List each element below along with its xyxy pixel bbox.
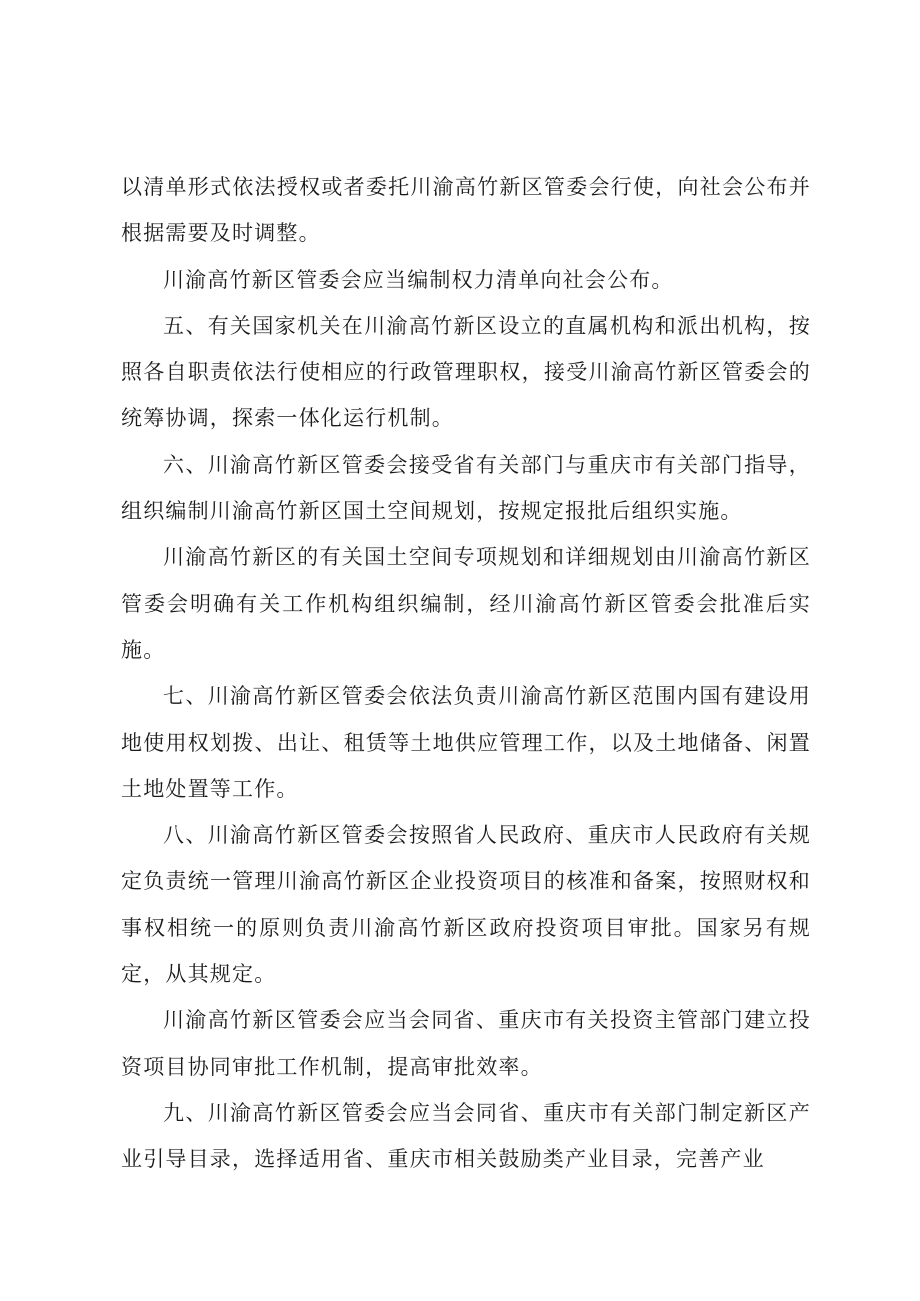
paragraph-6: 七、川渝高竹新区管委会依法负责川渝高竹新区范围内国有建设用地使用权划拨、出让、租赁等土地供应管理工作，以及土地储备、闲置土地处置等工作。 <box>121 684 811 801</box>
paragraph-8: 川渝高竹新区管委会应当会同省、重庆市有关投资主管部门建立投资项目协同审批工作机制，提高审批效率。 <box>121 1008 811 1079</box>
paragraph-1: 以清单形式依法授权或者委托川渝高竹新区管委会行使，向社会公布并根据需要及时调整。 <box>121 175 811 246</box>
document-body <box>121 164 811 1183</box>
paragraph-3: 五、有关国家机关在川渝高竹新区设立的直属机构和派出机构，按照各自职责依法行使相应的行政管理职权，接受川渝高竹新区管委会的统筹协调，探索一体化运行机制。 <box>121 313 811 431</box>
paragraph-5: 川渝高竹新区的有关国土空间专项规划和详细规划由川渝高竹新区管委会明确有关工作机构组织编制，经川渝高竹新区管委会批准后实施。 <box>121 545 811 662</box>
paragraph-4: 六、川渝高竹新区管委会接受省有关部门与重庆市有关部门指导，组织编制川渝高竹新区国土空间规划，按规定报批后组织实施。 <box>121 452 811 524</box>
paragraph-7: 八、川渝高竹新区管委会按照省人民政府、重庆市人民政府有关规定负责统一管理川渝高竹新区企业投资项目的核准和备案，按照财权和事权相统一的原则负责川渝高竹新区政府投资项目审批。国家另有规定，从其规定。 <box>121 823 811 987</box>
paragraph-9: 九、川渝高竹新区管委会应当会同省、重庆市有关部门制定新区产业引导目录，选择适用省、重庆市相关鼓励类产业目录，完善产业 <box>121 1100 811 1172</box>
paragraph-2: 川渝高竹新区管委会应当编制权力清单向社会公布。 <box>163 267 674 292</box>
